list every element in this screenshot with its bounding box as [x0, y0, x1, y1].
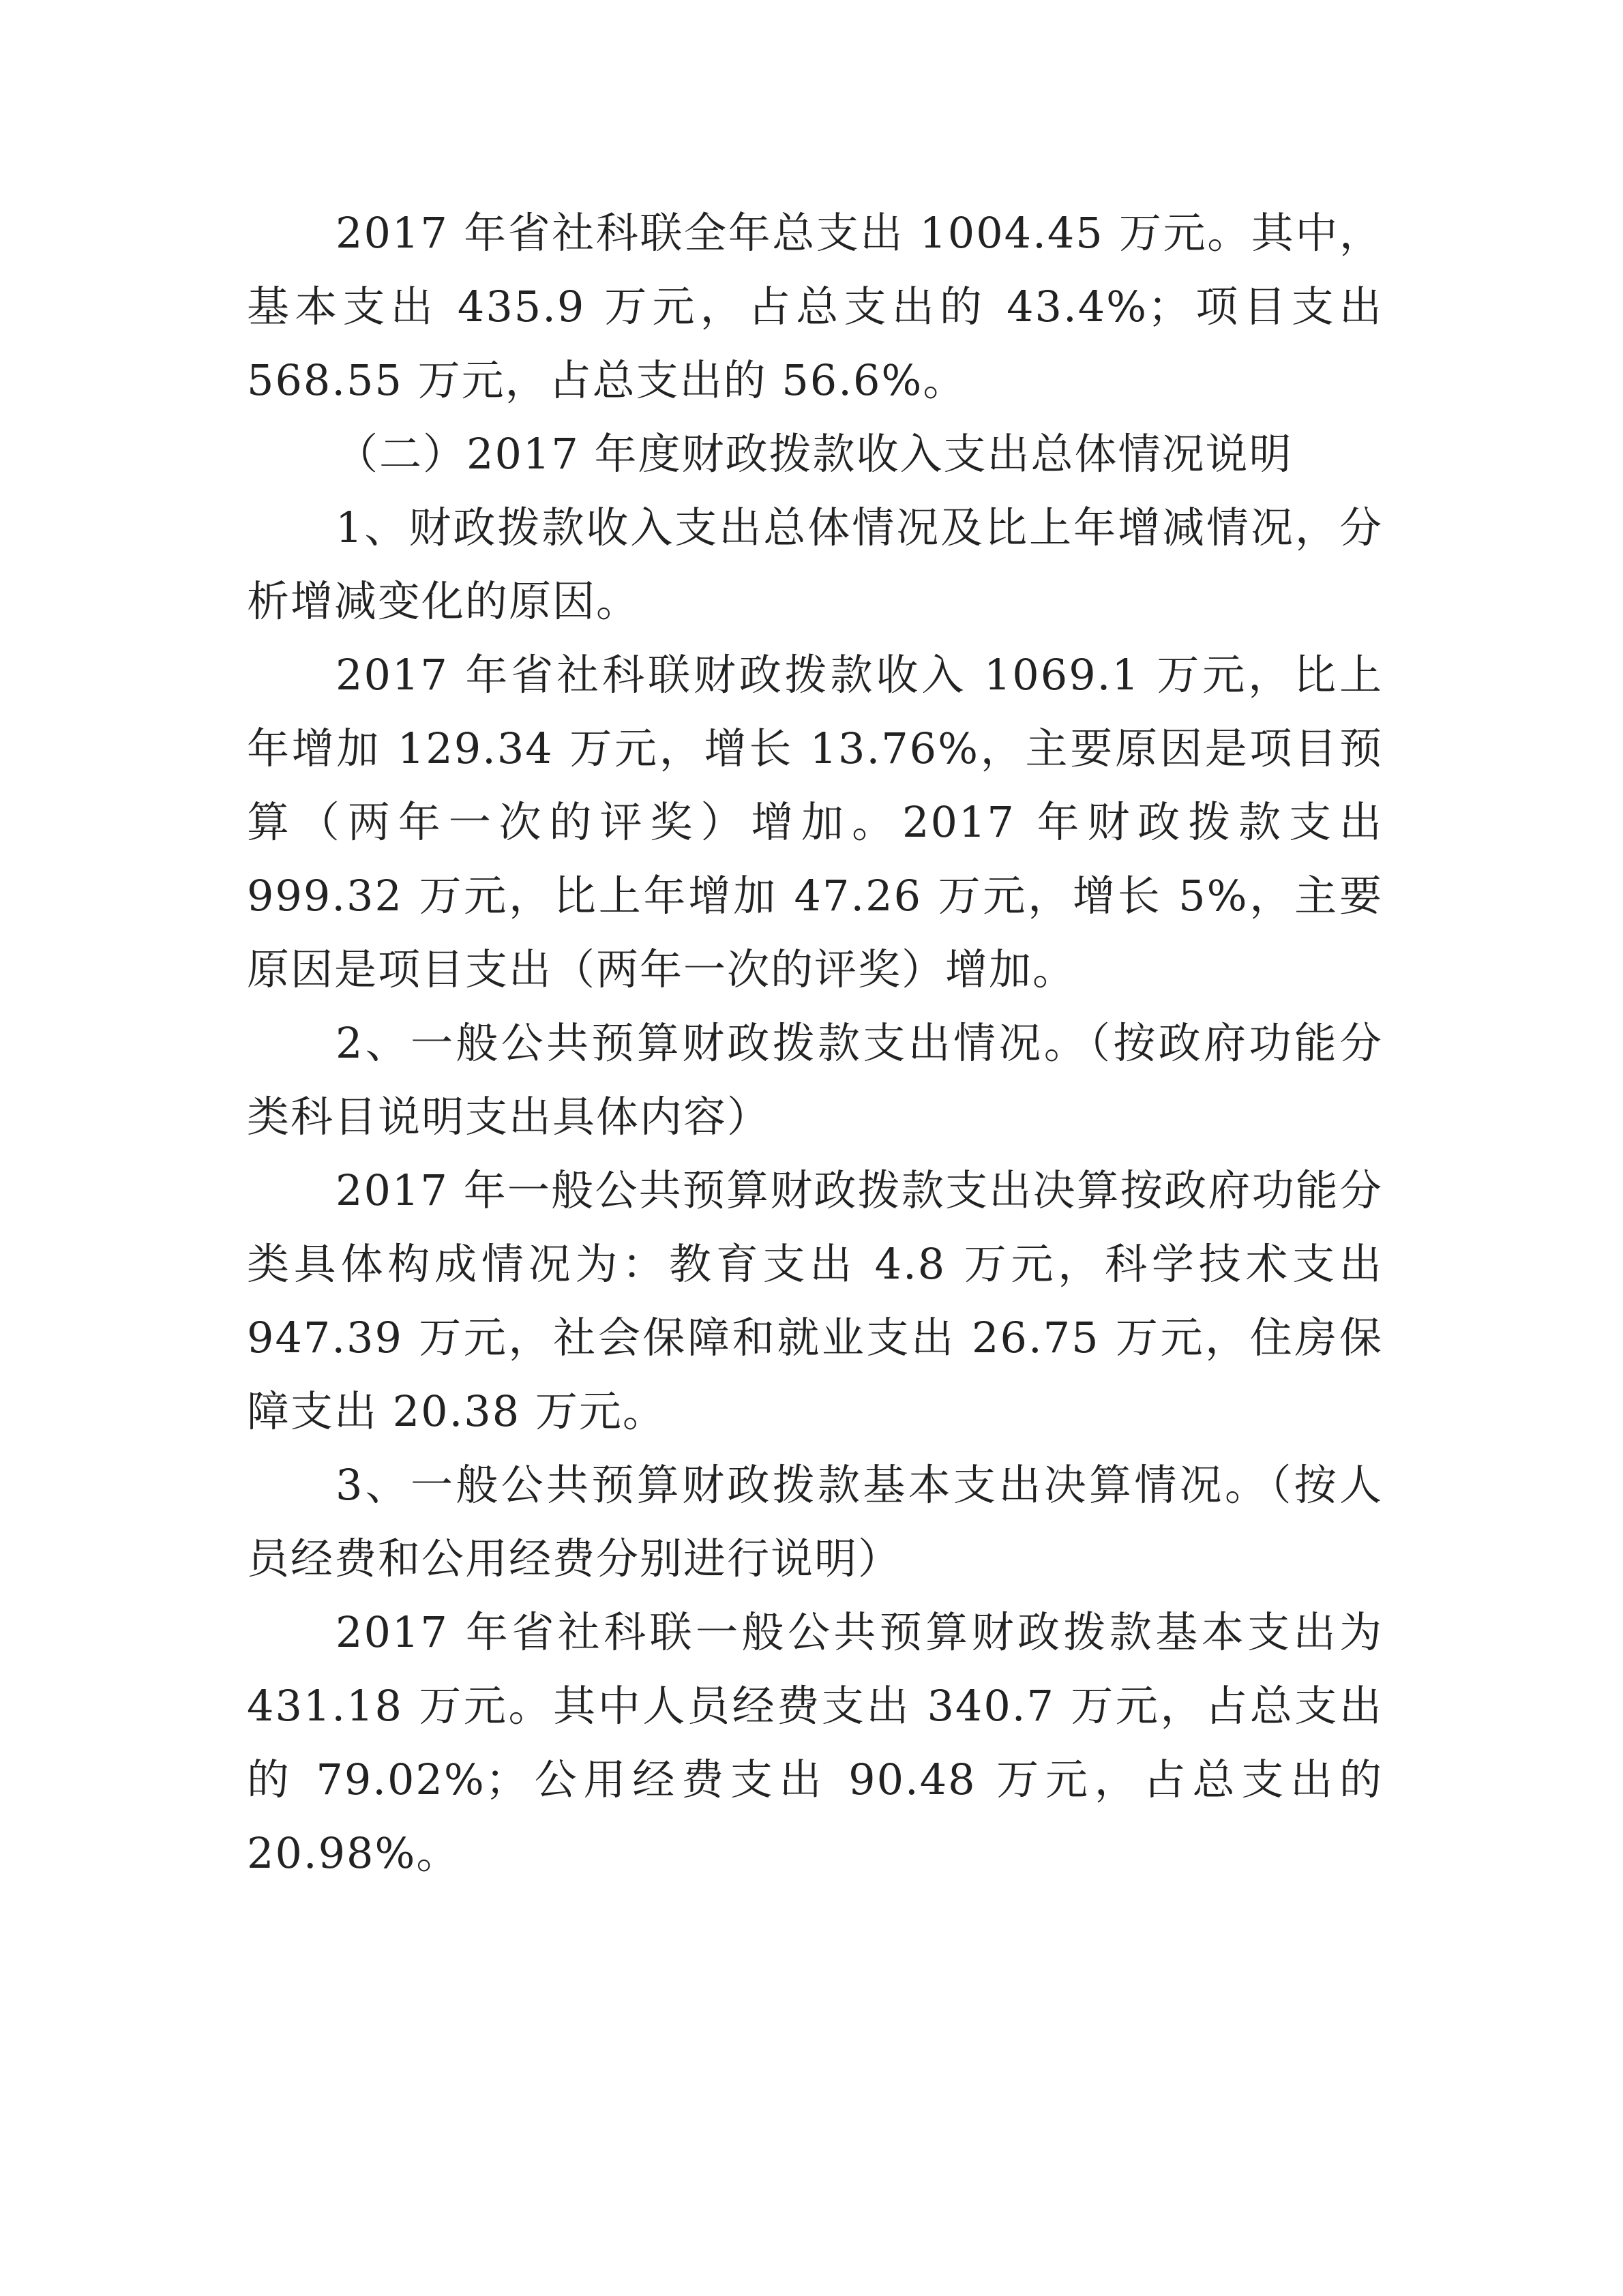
paragraph-income-expenditure-details: 2017 年省社科联财政拨款收入 1069.1 万元，比上年增加 129.34 万元，增长 13.76%，主要原因是项目预算（两年一次的评奖）增加。2017 年财政拨款支出 999.32 万元，比上年增加 47.26 万元，增长 5%，主要原因是项目支出（两年一次的评奖）增加。: [247, 650, 1383, 994]
document-body: [247, 196, 1383, 1890]
paragraph-personnel-public-funds: 2017 年省社科联一般公共预算财政拨款基本支出为 431.18 万元。其中人员经费支出 340.7 万元，占总支出的 79.02%；公用经费支出 90.48 万元，占总支出的 20.98%。: [247, 1607, 1383, 1878]
subheading-income-expenditure-change: 1、财政拨款收入支出总体情况及比上年增减情况，分析增减变化的原因。: [247, 503, 1383, 626]
subheading-basic-expenditure: 3、一般公共预算财政拨款基本支出决算情况。（按人员经费和公用经费分别进行说明）: [247, 1460, 1383, 1583]
subheading-general-budget-expenditure: 2、一般公共预算财政拨款支出情况。（按政府功能分类科目说明支出具体内容）: [247, 1018, 1383, 1142]
paragraph-total-expenditure: 2017 年省社科联全年总支出 1004.45 万元。其中，基本支出 435.9 万元，占总支出的 43.4%；项目支出 568.55 万元，占总支出的 56.6%。: [247, 208, 1383, 405]
section-heading-fiscal-overview: （二）2017 年度财政拨款收入支出总体情况说明: [336, 429, 1293, 479]
paragraph-functional-classification: 2017 年一般公共预算财政拨款支出决算按政府功能分类具体构成情况为：教育支出 4.8 万元，科学技术支出 947.39 万元，社会保障和就业支出 26.75 万元，住房保障支出 20.38 万元。: [247, 1165, 1383, 1436]
